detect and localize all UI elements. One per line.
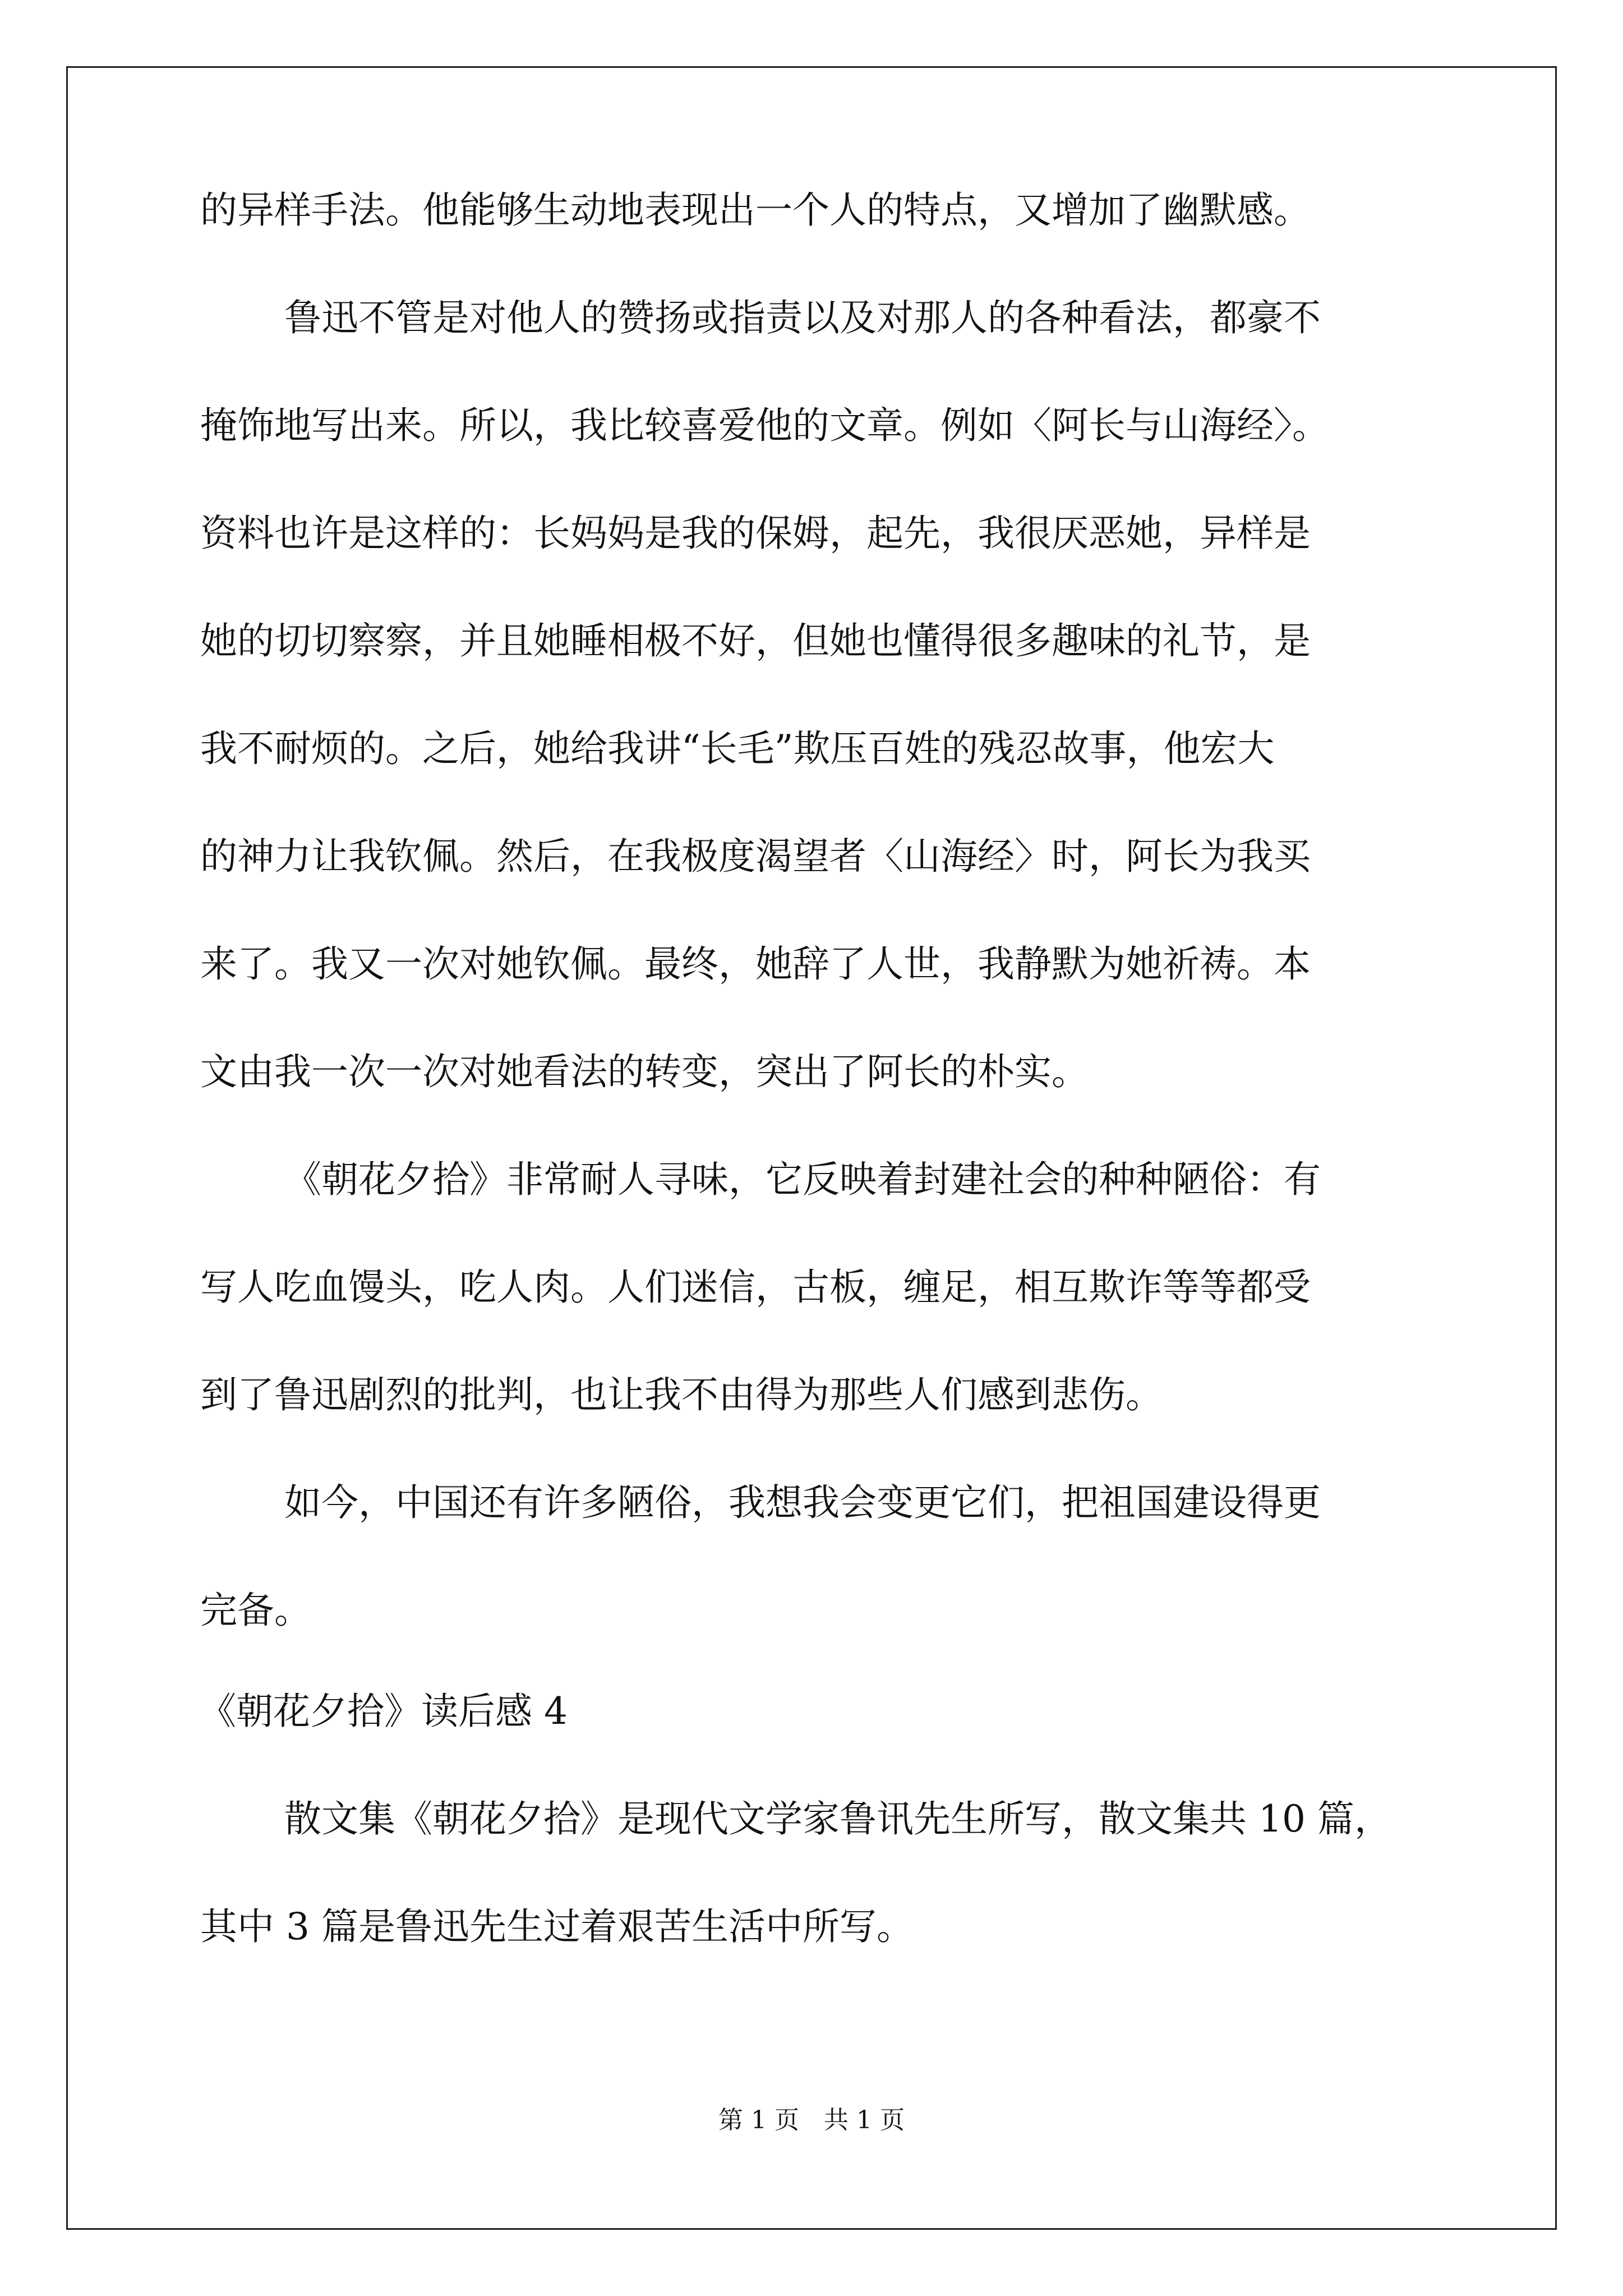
text-line: 到了鲁迅剧烈的批判，也让我不由得为那些人们感到悲伤。 <box>200 1373 1163 1416</box>
text-line: 的异样手法。他能够生动地表现出一个人的特点，又增加了幽默感。 <box>200 188 1311 232</box>
text-line: 的神力让我钦佩。然后，在我极度渴望者〈山海经〉时，阿长为我买 <box>200 835 1311 878</box>
paragraph-start: 《朝花夕拾》非常耐人寻味，它反映着封建社会的种种陋俗：有 <box>284 1158 1321 1201</box>
text-line: 来了。我又一次对她钦佩。最终，她辞了人世，我静默为她祈祷。本 <box>200 942 1311 986</box>
section-heading: 《朝花夕拾》读后感 4 <box>199 1690 568 1733</box>
text-line: 其中 3 篇是鲁迅先生过着艰苦生活中所写。 <box>200 1905 914 1948</box>
text-line: 她的切切察察，并且她睡相极不好，但她也懂得很多趣味的礼节，是 <box>200 619 1311 662</box>
page-footer: 第 1 页 共 1 页 <box>718 2106 905 2134</box>
paragraph-start: 鲁迅不管是对他人的赞扬或指责以及对那人的各种看法，都豪不 <box>284 296 1321 339</box>
text-line: 我不耐烦的。之后，她给我讲“长毛”欺压百姓的残忍故事，他宏大 <box>200 727 1275 770</box>
text-line: 掩饰地写出来。所以，我比较喜爱他的文章。例如〈阿长与山海经〉。 <box>200 404 1329 447</box>
paragraph-start: 散文集《朝花夕拾》是现代文学家鲁讯先生所写，散文集共 10 篇， <box>284 1797 1391 1841</box>
text-line: 完备。 <box>200 1589 311 1632</box>
text-line: 资料也许是这样的：长妈妈是我的保姆，起先，我很厌恶她，异样是 <box>200 512 1311 555</box>
text-line: 写人吃血馒头，吃人肉。人们迷信，古板，缠足，相互欺诈等等都受 <box>200 1266 1311 1309</box>
paragraph-start: 如今，中国还有许多陋俗，我想我会变更它们，把祖国建设得更 <box>284 1481 1321 1524</box>
text-line: 文由我一次一次对她看法的转变，突出了阿长的朴实。 <box>200 1050 1089 1093</box>
